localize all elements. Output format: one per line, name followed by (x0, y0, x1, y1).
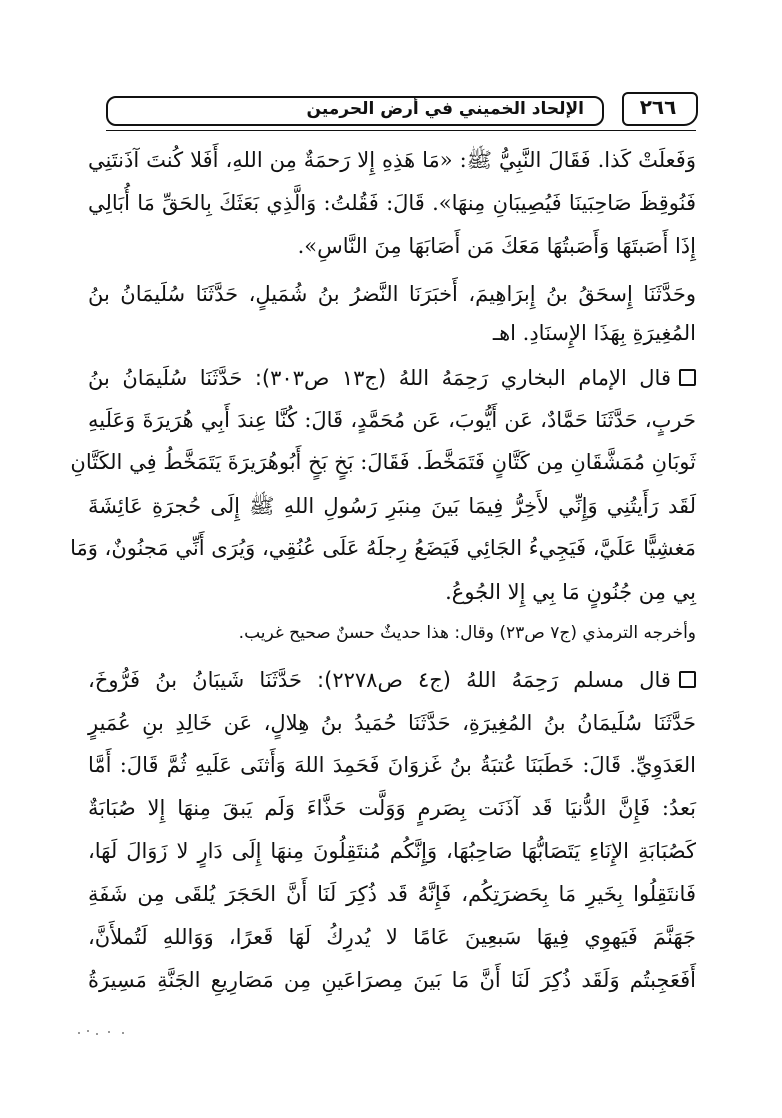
checkbox-square-icon (679, 671, 696, 688)
text-line: بَعدُ: فَإِنَّ الدُّنيَا قَد آذَنَت بِصَرمٍ وَوَلَّت حَذَّاءَ وَلَم يَبقَ مِنهَا إِلا صُبَابَةٌ (88, 796, 696, 820)
text-line: وَفَعلَتْ كَذا. فَقَالَ النَّبِيُّ ﷺ: «مَا هَذِهِ إِلا رَحمَةٌ مِن اللهِ، أَفَلا كُنتَ آذَنتَنِي (88, 148, 696, 172)
checkbox-square-icon (679, 369, 696, 386)
text-line: قال مسلم رَحِمَهُ اللهُ (ج٤ ص٢٢٧٨): حَدَّثَنَا شَيبَانُ بنُ فَرُّوخَ، (88, 668, 671, 692)
text-line: فَنُوقِظَ صَاحِبَينَا فَيُصِيبَانِ مِنهَا». قَالَ: فَقُلتُ: وَالَّذِي بَعَثَكَ بِالحَقِّ مَا أُبَالِي (88, 191, 696, 215)
page-number: ٢٦٦ (639, 95, 677, 119)
text-line: المُغِيرَةِ بِهَذَا الإِسنَادِ. اهـ (492, 321, 696, 345)
header-rule (106, 130, 696, 131)
text-line: العَدَوِيِّ. قَالَ: خَطَبَنَا عُتبَةُ بنُ غَزوَانَ فَحَمِدَ اللهَ وَأَثنَى عَلَيهِ ثُمَّ قَالَ: أَمَّا (88, 753, 696, 777)
text-line: حَدَّثَنَا سُلَيمَانُ بنُ المُغِيرَةِ، حَدَّثَنَا حُمَيدُ بنُ هِلالٍ، عَن خَالِدِ بنِ عُمَيرٍ (88, 711, 696, 735)
tirmidhi-note: وأخرجه الترمذي (ج٧ ص٢٣) وقال: هذا حديثٌ حسنٌ صحيح غريب. (238, 623, 696, 643)
text-line: مَغشِيًّا عَلَيَّ، فَيَجِيءُ الجَائِي فَيَضَعُ رِجلَهُ عَلَى عُنُقِي، وَيُرَى أَنِّي مَجنُونٌ، وَمَا (70, 536, 696, 560)
text-line: وحَدَّثَنَا إِسحَقُ بنُ إِبرَاهِيمَ، أَخبَرَنَا النَّضرُ بنُ شُمَيلٍ، حَدَّثَنَا سُلَيمَانُ بنُ (88, 282, 696, 306)
text-line: أَفَعَجِبتُم وَلَقَد ذُكِرَ لَنَا أَنَّ مَا بَينَ مِصرَاعَينِ مِن مَصَارِيعِ الجَنَّةِ مَسِيرَةُ (88, 968, 696, 992)
text-line: ثَوبَانِ مُمَشَّقَانِ مِن كَتَّانٍ فَتَمَخَّطَ. فَقَالَ: بَخٍ بَخٍ أَبُوهُرَيرَةَ يَتَمَخَّطُ فِي الكَتَّانِ (70, 450, 696, 474)
text-line: قال الإمام البخاري رَحِمَهُ اللهُ (ج١٣ ص٣٠٣): حَدَّثَنَا سُلَيمَانُ بنُ (88, 366, 671, 390)
text-line: إِذَا أَصَبتَهَا وَأَصَبتُهَا مَعَكَ مَن أَصَابَهَا مِنَ النَّاسِ». (297, 234, 696, 258)
hadith-muslim-intro (88, 660, 696, 700)
text-line: بِي مِن جُنُونٍ مَا بِي إِلا الجُوعُ. (445, 580, 696, 604)
book-title: الإلحاد الخميني في أرض الحرمين (306, 99, 584, 119)
text-line: جَهَنَّمَ فَيَهوِي فِيهَا سَبعِينَ عَامًا لا يُدرِكُ لَهَا قَعرًا، وَوَاللهِ لَتُملأَنَّ، (88, 925, 696, 949)
hadith-bukhari-intro (88, 358, 696, 398)
running-header (106, 92, 696, 128)
text-line: حَربٍ، حَدَّثَنَا حَمَّادٌ، عَن أَيُّوبَ، عَن مُحَمَّدٍ، قَالَ: كُنَّا عِندَ أَبِي هُرَيرَةَ وَعَلَيهِ (88, 408, 696, 432)
text-line: لَقَد رَأَيتُنِي وَإِنِّي لأَخِرُّ فِيمَا بَينَ مِنبَرِ رَسُولِ اللهِ ﷺ إِلَى حُجرَةِ عَائِشَةَ (88, 494, 696, 518)
text-line: كَصُبَابَةِ الإِنَاءِ يَتَصَابُّهَا صَاحِبُهَا، وَإِنَّكُم مُنتَقِلُونَ مِنهَا إِلَى دَارٍ لا زَوَالَ لَهَا، (88, 839, 696, 863)
text-line: فَانتَقِلُوا بِخَيرِ مَا بِحَضرَتِكُم، فَإِنَّهُ قَد ذُكِرَ لَنَا أَنَّ الحَجَرَ يُلقَى مِن شَفَةِ (88, 882, 696, 906)
scan-artifact (78, 1030, 138, 1036)
